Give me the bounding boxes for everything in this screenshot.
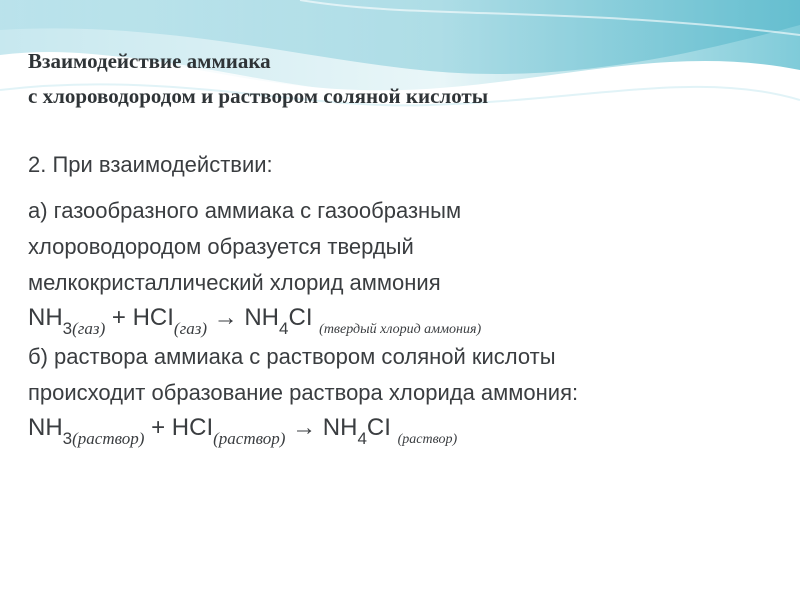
part-a-line-3: мелкокристаллический хлорид аммония [28,270,441,295]
slide-content [28,147,788,449]
eq-b-sub-4: 4 [357,429,367,448]
equation-a [28,301,788,339]
title-line-2: с хлороводородом и раствором соляной кислоты [28,84,489,108]
eq-a-state-1: (газ) [72,319,106,338]
part-b-line-1: б) раствора аммиака с раствором соляной кислоты [28,344,556,369]
eq-a-note: (твердый хлорид аммония) [319,322,482,337]
part-a-line-1: а) газообразного аммиака с газообразным [28,198,462,223]
eq-b-state-2: (раствор) [213,429,286,448]
eq-a-sub-4: 4 [279,319,289,338]
eq-b-state-1: (раствор) [72,429,145,448]
part-b-line-2: происходит образование раствора хлорида аммония: [28,380,579,405]
eq-b-product: → NH [285,414,358,441]
part-a-line-2: хлороводородом образуется твердый [28,234,414,259]
eq-b-product-rest: CI [366,414,398,441]
eq-a-reactant2: + HCI [105,304,174,331]
section-heading: 2. При взаимодействии: [28,152,273,177]
slide-title [28,44,488,114]
eq-a-product: → NH [207,304,280,331]
eq-a-product-rest: CI [288,304,320,331]
eq-a-reactant1: NH [28,304,63,331]
eq-b-sub-3: 3(раствор) [62,429,145,448]
eq-b-reactant2: + HCI [144,414,214,441]
eq-b-note: (раствор) [397,432,458,447]
eq-a-state-2: (газ) [173,319,208,338]
eq-a-sub-3: 3(газ) [62,319,106,338]
equation-b [28,411,788,449]
eq-b-reactant1: NH [28,414,63,441]
title-line-1: Взаимодействие аммиака [28,49,271,73]
